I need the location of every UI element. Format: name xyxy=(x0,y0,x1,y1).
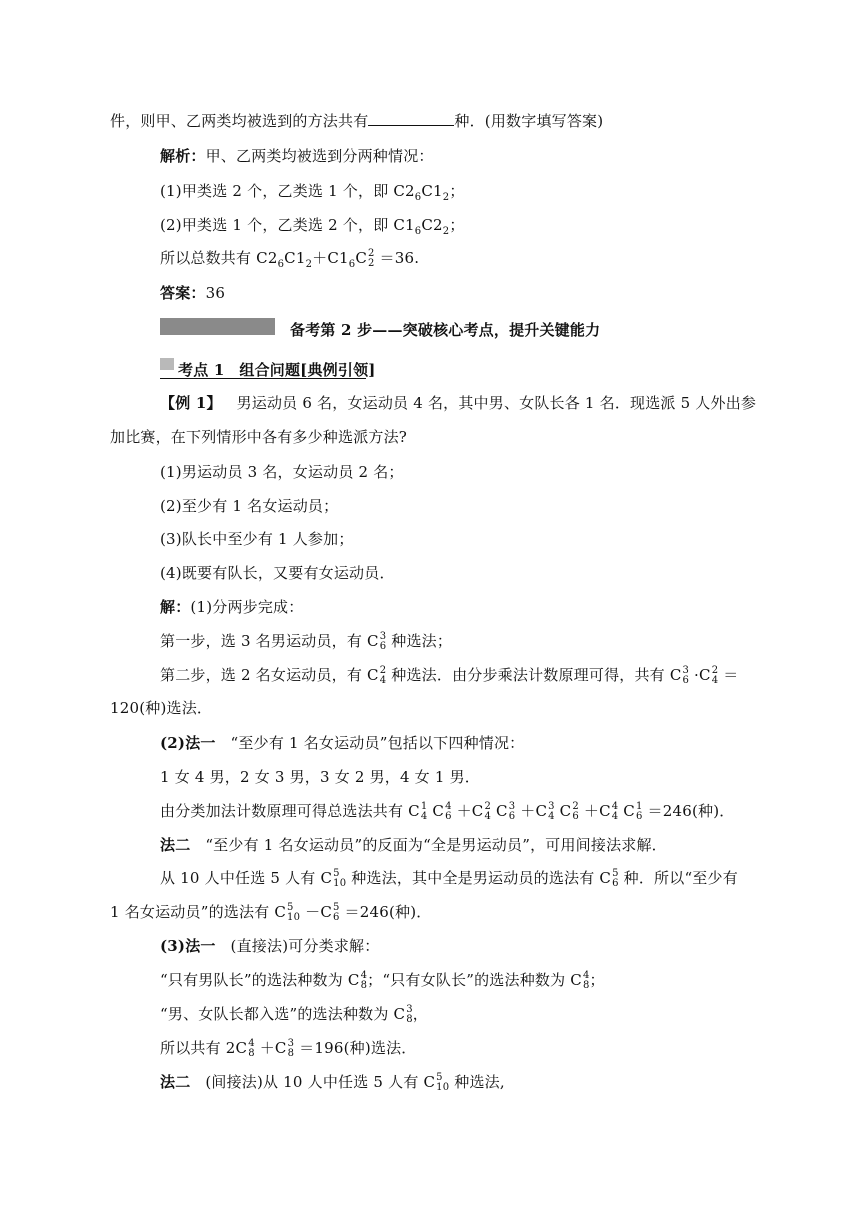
text-line: 所以总数共有 $C2_6C1_2+C1_6C$ 2 2 ＝36. xyxy=(160,248,420,270)
text-line: 件，则甲、乙两类均被选到的方法共有 种．(用数字填写答案) xyxy=(110,112,604,130)
text-line: (4)既要有队长，又要有女运动员． xyxy=(160,564,395,582)
text-line: (1)甲类选 2 个，乙类选 1 个，即 $C2_6C1_2$； xyxy=(160,182,465,203)
text-line: (3)法一 (直接法)可分类求解： xyxy=(160,937,380,955)
text-line: 所以共有 2C 4 8 ＋C 3 8 ＝196(种)选法． xyxy=(160,1038,417,1059)
topic-heading: 考点 1 组合问题[典例引领] xyxy=(178,361,376,379)
text-line: (1)男运动员 3 名，女运动员 2 名； xyxy=(160,463,404,481)
text-line: 答案：36 xyxy=(160,284,226,302)
text-line: 由分类加法计数原理可得总选法共有 C 1 4 C 4 6 ＋C 2 4 C 3 6 ＋C 3 4 C 2 6 ＋C 4 4 C 1 6 ＝246(种)． xyxy=(160,801,735,822)
section-bar xyxy=(160,318,275,335)
text-line: 法二 (间接法)从 10 人中任选 5 人有 C 5 10 种选法, xyxy=(160,1072,505,1093)
section-marker-icon xyxy=(160,358,174,370)
text-line: 解：(1)分两步完成： xyxy=(160,598,304,616)
topic-underline xyxy=(160,378,366,379)
text-line: 解析：甲、乙两类均被选到分两种情况： xyxy=(160,147,434,165)
text-line: “只有男队长”的选法种数为 C 4 8 ；“只有女队长”的选法种数为 C 4 8 ； xyxy=(160,970,605,991)
text-line: 120(种)选法． xyxy=(110,699,213,717)
text-line: 1 名女运动员”的选法有 C 5 10 －C 5 6 ＝246(种)． xyxy=(110,902,432,923)
section-title: 备考第 2 步——突破核心考点，提升关键能力 xyxy=(290,321,601,339)
text-line: 【例 1】 男运动员 6 名，女运动员 4 名，其中男、女队长各 1 名．现选派 5 人外出参 xyxy=(160,394,757,412)
text-line: 从 10 人中任选 5 人有 C 5 10 种选法，其中全是男运动员的选法有 C 5 6 种．所以“至少有 xyxy=(160,868,738,889)
text-line: 法二 “至少有 1 名女运动员”的反面为“全是男运动员”，可用间接法求解． xyxy=(160,836,667,854)
text-line: 第二步，选 2 名女运动员，有 C 2 4 种选法．由分步乘法计数原理可得，共有 C 3 6 ·C 2 4 ＝ xyxy=(160,665,739,686)
text-line: (2)至少有 1 名女运动员； xyxy=(160,497,339,515)
text-line: 加比赛，在下列情形中各有多少种选派方法? xyxy=(110,428,408,446)
text-line: (2)甲类选 1 个，乙类选 2 个，即 $C1_6C2_2$； xyxy=(160,216,465,237)
text-line: 第一步，选 3 名男运动员，有 C 3 6 种选法； xyxy=(160,631,453,652)
text-line: 1 女 4 男，2 女 3 男，3 女 2 男，4 女 1 男． xyxy=(160,768,480,786)
text-line: “男、女队长都入选”的选法种数为 C 3 8 ， xyxy=(160,1004,428,1025)
answer-blank xyxy=(368,111,454,126)
text-line: (3)队长中至少有 1 人参加； xyxy=(160,530,354,548)
text-line: (2)法一 “至少有 1 名女运动员”包括以下四种情况： xyxy=(160,734,525,752)
